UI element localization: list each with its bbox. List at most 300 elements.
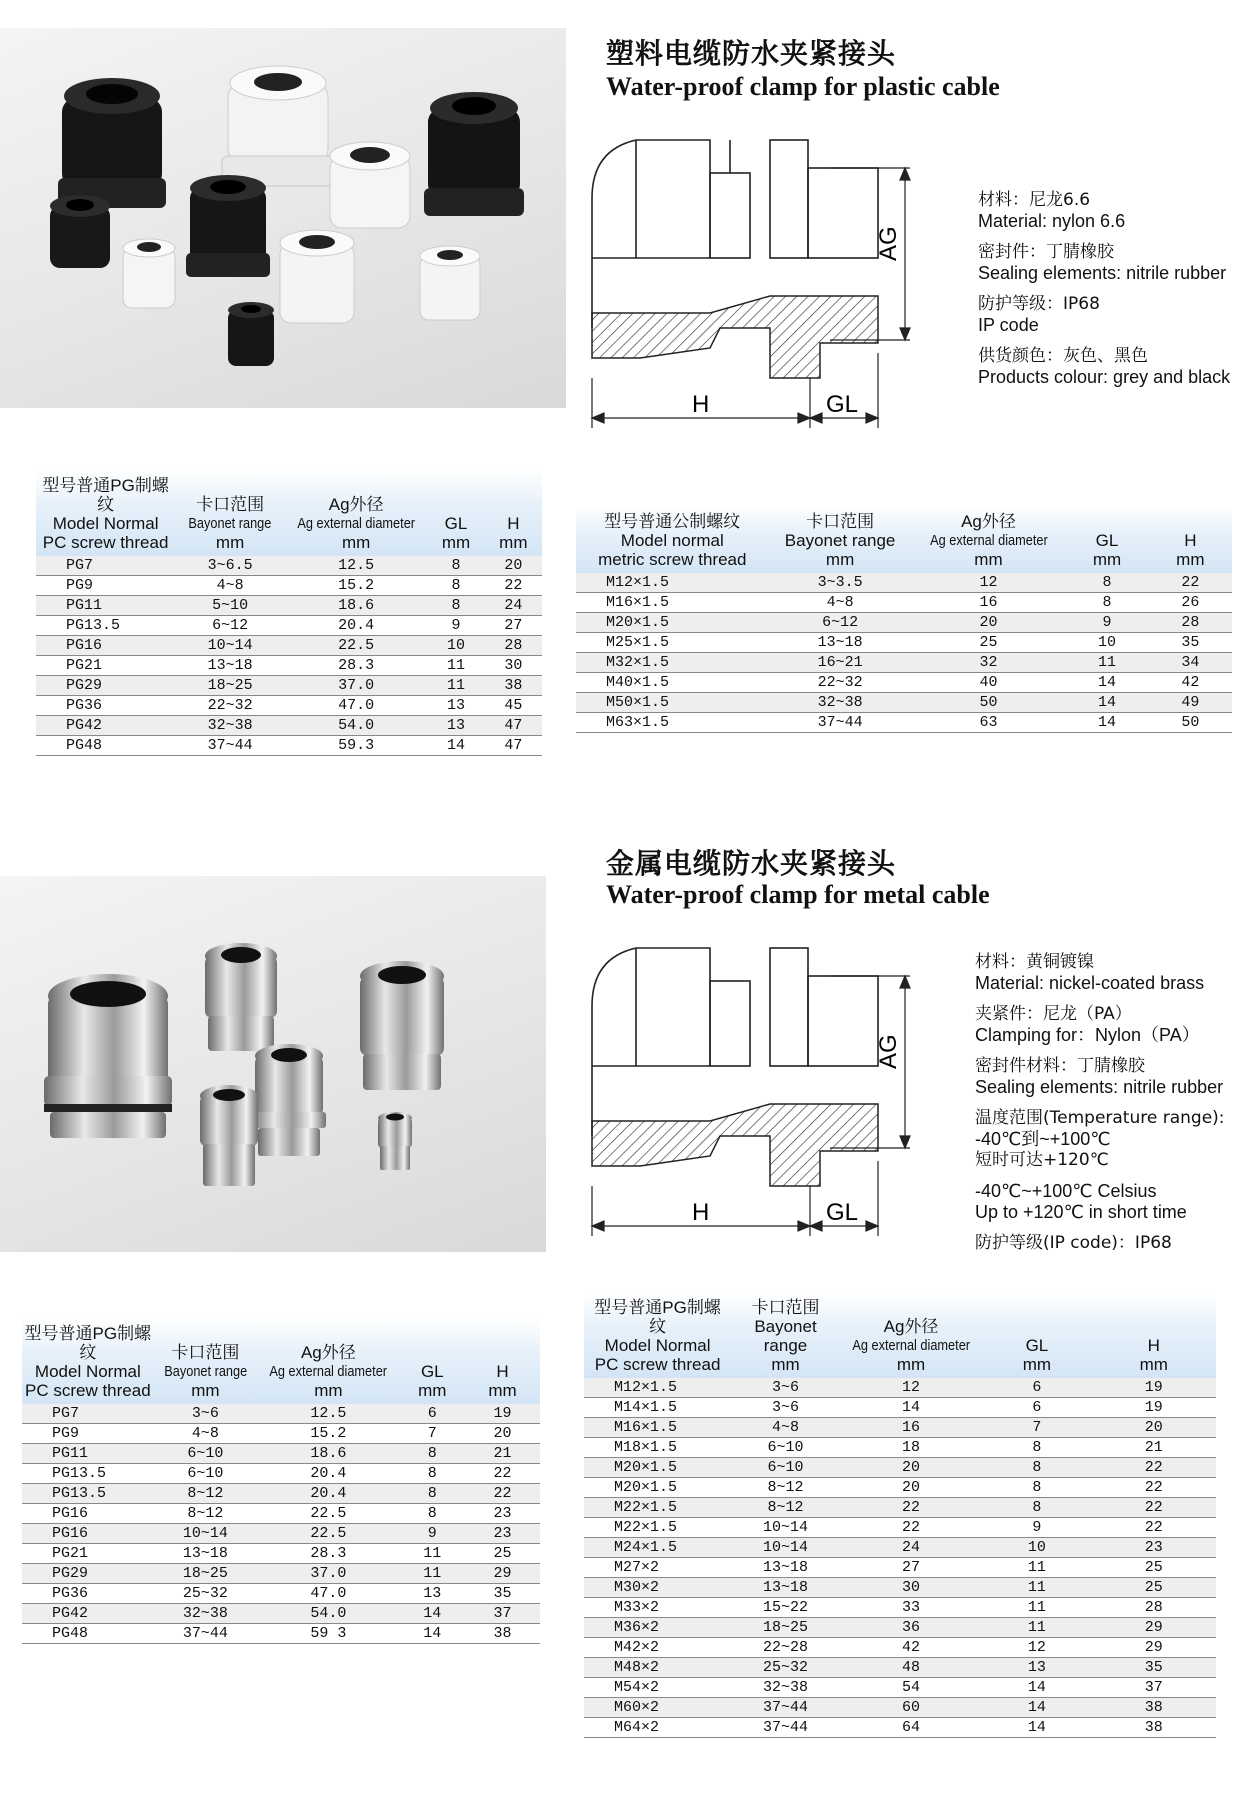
table-row — [584, 1378, 1216, 1398]
table-row — [22, 1524, 540, 1544]
table-cell: 16 — [912, 593, 1066, 613]
table-row — [584, 1538, 1216, 1558]
hdr-model-cn: 型号普通PG制螺纹 — [594, 1298, 721, 1336]
table-cell: 14 — [1065, 693, 1148, 713]
table-cell: 13~18 — [154, 1544, 258, 1564]
table-cell: 27 — [840, 1558, 982, 1578]
metal-gland-small-1 — [200, 1085, 258, 1186]
table-cell: 21 — [1092, 1438, 1216, 1458]
table-cell: 63 — [912, 713, 1066, 733]
table-cell: 24 — [485, 596, 542, 616]
table-cell: M32×1.5 — [576, 653, 769, 673]
table-row — [576, 573, 1232, 593]
table-cell: 37 — [465, 1604, 540, 1624]
table-cell: 25 — [912, 633, 1066, 653]
table-row — [584, 1598, 1216, 1618]
hdr-ag-cn: Ag外径 — [961, 512, 1016, 531]
hdr-gl-unit: mm — [1092, 550, 1122, 569]
table-cell: PG36 — [22, 1584, 154, 1604]
table-cell: 59 3 — [257, 1624, 399, 1644]
table-cell: 6 — [400, 1404, 465, 1424]
table-cell: 11 — [982, 1598, 1091, 1618]
table-cell: 6 — [982, 1378, 1091, 1398]
table-cell: PG13.5 — [36, 616, 175, 636]
metal-title-cn: 金属电缆防水夹紧接头 — [606, 847, 897, 880]
table-cell: 14 — [1065, 713, 1148, 733]
table-cell: 22 — [485, 576, 542, 596]
table-cell: 47.0 — [285, 696, 427, 716]
table-cell: 22.5 — [257, 1504, 399, 1524]
table-cell: 9 — [982, 1518, 1091, 1538]
table-cell: 12.5 — [257, 1404, 399, 1424]
table-cell: 32~38 — [175, 716, 285, 736]
table-cell: 6 — [982, 1398, 1091, 1418]
table-cell: 33 — [840, 1598, 982, 1618]
spec-temp-cn: 温度范围(Temperature range): — [975, 1108, 1225, 1128]
table-cell: 23 — [465, 1524, 540, 1544]
table-cell: 47.0 — [257, 1584, 399, 1604]
table-row — [576, 613, 1232, 633]
table-cell: 8 — [982, 1478, 1091, 1498]
table-cell: 22~28 — [731, 1638, 840, 1658]
table-cell: 37.0 — [257, 1564, 399, 1584]
table-row — [36, 556, 542, 576]
hdr-model-en2: PC screw thread — [594, 1355, 721, 1374]
hdr-bayonet-unit: mm — [215, 533, 245, 552]
h-dimension-label: H — [692, 391, 710, 418]
ag-dimension-label: AG — [875, 1034, 902, 1069]
table-cell: 12 — [982, 1638, 1091, 1658]
plastic-cross-section-diagram — [580, 128, 960, 438]
table-row — [584, 1618, 1216, 1638]
table-cell: 22.5 — [257, 1524, 399, 1544]
table-cell: 22 — [1092, 1498, 1216, 1518]
table-cell: 38 — [1092, 1698, 1216, 1718]
table-cell: 19 — [1092, 1378, 1216, 1398]
table-cell: 28 — [1149, 613, 1232, 633]
table-cell: 11 — [982, 1558, 1091, 1578]
table-cell: 24 — [840, 1538, 982, 1558]
gl-dimension-label: GL — [826, 1199, 859, 1226]
table-cell: 35 — [1092, 1658, 1216, 1678]
hdr-ag-en: Ag external diameter — [929, 532, 1048, 549]
table-cell: 12 — [840, 1378, 982, 1398]
table-cell: 22 — [1092, 1518, 1216, 1538]
spec-clamp-cn: 夹紧件：尼龙（PA） — [975, 1004, 1132, 1024]
table-cell: 8~12 — [154, 1504, 258, 1524]
table-row — [576, 653, 1232, 673]
table-cell: 20 — [485, 556, 542, 576]
table-row — [22, 1484, 540, 1504]
hdr-ag-unit: mm — [974, 550, 1003, 569]
table-cell: M14×1.5 — [584, 1398, 731, 1418]
table-cell: 45 — [485, 696, 542, 716]
table-row — [584, 1698, 1216, 1718]
table-row — [584, 1478, 1216, 1498]
table-cell: 13~18 — [175, 656, 285, 676]
table-cell: 14 — [840, 1398, 982, 1418]
table-cell: 13 — [427, 716, 484, 736]
table-cell: 25~32 — [731, 1658, 840, 1678]
table-cell: M30×2 — [584, 1578, 731, 1598]
table-cell: 8 — [982, 1458, 1091, 1478]
table-row — [22, 1404, 540, 1424]
table-cell: 8~12 — [731, 1498, 840, 1518]
table-cell: 8~12 — [731, 1478, 840, 1498]
table-row — [584, 1418, 1216, 1438]
table-cell: 7 — [982, 1418, 1091, 1438]
hdr-ag-cn: Ag外径 — [883, 1317, 939, 1336]
gl-dimension-label: GL — [826, 391, 859, 418]
table-cell: 3~6.5 — [175, 556, 285, 576]
table-cell: 23 — [1092, 1538, 1216, 1558]
table-cell: 8 — [982, 1438, 1091, 1458]
hdr-ag-unit: mm — [342, 533, 371, 552]
table-cell: M24×1.5 — [584, 1538, 731, 1558]
table-row — [22, 1464, 540, 1484]
table-cell: PG48 — [36, 736, 175, 756]
table-cell: 13~18 — [731, 1578, 840, 1598]
table-cell: 15.2 — [285, 576, 427, 596]
table-cell: 6~10 — [731, 1458, 840, 1478]
table-row — [584, 1638, 1216, 1658]
table-cell: 37~44 — [769, 713, 912, 733]
hdr-model-cn: 型号普通公制螺纹 — [604, 512, 741, 531]
metal-gland-medium-1 — [205, 943, 277, 1051]
table-cell: 20 — [840, 1478, 982, 1498]
table-cell: PG13.5 — [22, 1484, 154, 1504]
table-cell: 42 — [1149, 673, 1232, 693]
table-cell: M18×1.5 — [584, 1438, 731, 1458]
table-cell: 32 — [912, 653, 1066, 673]
table-cell: 20.4 — [257, 1464, 399, 1484]
hdr-h-unit: mm — [1176, 550, 1205, 569]
spec-material-en: Material: nylon 6.6 — [978, 211, 1126, 231]
table-cell: M20×1.5 — [576, 613, 769, 633]
table-cell: 30 — [840, 1578, 982, 1598]
table-cell: M27×2 — [584, 1558, 731, 1578]
hdr-bayonet-unit: mm — [771, 1355, 800, 1374]
hdr-model-en1: Model normal — [620, 531, 724, 550]
table-cell: PG21 — [22, 1544, 154, 1564]
table-cell: M64×2 — [584, 1718, 731, 1738]
h-dimension-label: H — [692, 1199, 710, 1226]
table-cell: 35 — [465, 1584, 540, 1604]
table-row — [22, 1624, 540, 1644]
table-cell: 12 — [912, 573, 1066, 593]
table-row — [22, 1564, 540, 1584]
hdr-model-en1: Model Normal — [52, 514, 159, 533]
table-cell: 15.2 — [257, 1424, 399, 1444]
table-cell: 11 — [1065, 653, 1148, 673]
table-cell: 4~8 — [731, 1418, 840, 1438]
black-gland-small — [50, 195, 110, 268]
table-cell: 37~44 — [731, 1698, 840, 1718]
table-cell: 54.0 — [285, 716, 427, 736]
table-cell: 29 — [1092, 1618, 1216, 1638]
table-cell: 25 — [1092, 1558, 1216, 1578]
table-cell: 14 — [982, 1678, 1091, 1698]
table-cell: M54×2 — [584, 1678, 731, 1698]
table-cell: 25 — [1092, 1578, 1216, 1598]
hdr-model-en2: PC screw thread — [25, 1381, 151, 1400]
hdr-gl-unit: mm — [418, 1381, 447, 1400]
table-cell: 20.4 — [285, 616, 427, 636]
table-cell: 22 — [840, 1518, 982, 1538]
metal-gland-photo — [0, 876, 546, 1252]
table-cell: PG13.5 — [22, 1464, 154, 1484]
table-cell: M25×1.5 — [576, 633, 769, 653]
metal-gland-medium-2 — [360, 961, 444, 1090]
table-cell: 8 — [400, 1464, 465, 1484]
table-cell: 6~10 — [731, 1438, 840, 1458]
white-gland-small — [123, 239, 175, 308]
metal-gland-medium-3 — [252, 1044, 326, 1156]
table-cell: 8 — [1065, 593, 1148, 613]
table-cell: M48×2 — [584, 1658, 731, 1678]
spec-ip-cn: 防护等级(IP code)：IP68 — [975, 1233, 1172, 1253]
hdr-bayonet-cn: 卡口范围 — [751, 1298, 820, 1317]
table-cell: 34 — [1149, 653, 1232, 673]
table-cell: 23 — [465, 1504, 540, 1524]
table-cell: PG29 — [22, 1564, 154, 1584]
table-row — [36, 736, 542, 756]
table-cell: 14 — [427, 736, 484, 756]
table-cell: 26 — [1149, 593, 1232, 613]
hdr-bayonet-en: Bayonet range — [163, 1363, 247, 1380]
hdr-gl: GL — [1095, 531, 1119, 550]
plastic-title-en: Water-proof clamp for plastic cable — [606, 72, 1000, 101]
table-cell: 14 — [1065, 673, 1148, 693]
metal-spec-list — [975, 952, 1243, 1254]
table-cell: 8~12 — [154, 1484, 258, 1504]
table-row — [576, 633, 1232, 653]
table-cell: 27 — [485, 616, 542, 636]
hdr-bayonet-cn: 卡口范围 — [171, 1343, 240, 1362]
table-row — [584, 1658, 1216, 1678]
table-row — [584, 1518, 1216, 1538]
table-cell: 8 — [400, 1504, 465, 1524]
table-row — [36, 596, 542, 616]
table-row — [576, 673, 1232, 693]
table-cell: 37 — [1092, 1678, 1216, 1698]
table-cell: 4~8 — [154, 1424, 258, 1444]
table-cell: 35 — [1149, 633, 1232, 653]
table-row — [36, 656, 542, 676]
hdr-model-cn: 型号普通PG制螺纹 — [24, 1324, 152, 1362]
table-cell: PG9 — [22, 1424, 154, 1444]
table-cell: 22 — [840, 1498, 982, 1518]
metal-title-en: Water-proof clamp for metal cable — [606, 880, 990, 909]
table-row — [22, 1444, 540, 1464]
table-row — [22, 1544, 540, 1564]
table-cell: 50 — [912, 693, 1066, 713]
hdr-bayonet-en: Bayonet range — [754, 1317, 817, 1355]
metal-pg-table — [22, 1318, 540, 1644]
hdr-ag-unit: mm — [314, 1381, 343, 1400]
table-cell: 11 — [982, 1578, 1091, 1598]
table-cell: 18~25 — [154, 1564, 258, 1584]
spec-material-cn: 材料：尼龙6.6 — [978, 190, 1091, 210]
table-cell: M50×1.5 — [576, 693, 769, 713]
table-row — [36, 576, 542, 596]
table-cell: 10~14 — [731, 1538, 840, 1558]
table-cell: 22 — [465, 1464, 540, 1484]
hdr-bayonet-en: Bayonet range — [188, 515, 272, 532]
table-cell: M22×1.5 — [584, 1498, 731, 1518]
table-cell: 13 — [982, 1658, 1091, 1678]
table-cell: PG11 — [22, 1444, 154, 1464]
metal-gland-large — [44, 974, 172, 1138]
table-cell: 25 — [465, 1544, 540, 1564]
hdr-bayonet-cn: 卡口范围 — [806, 512, 875, 531]
table-cell: 28 — [1092, 1598, 1216, 1618]
table-cell: 22 — [465, 1484, 540, 1504]
hdr-h-unit: mm — [499, 533, 528, 552]
table-cell: 22.5 — [285, 636, 427, 656]
table-cell: 6~10 — [154, 1464, 258, 1484]
table-row — [22, 1604, 540, 1624]
table-cell: 11 — [982, 1618, 1091, 1638]
table-cell: 9 — [1065, 613, 1148, 633]
table-cell: 18.6 — [257, 1444, 399, 1464]
table-cell: 3~6 — [154, 1404, 258, 1424]
table-cell: 32~38 — [731, 1678, 840, 1698]
table-cell: 54 — [840, 1678, 982, 1698]
table-cell: 19 — [1092, 1398, 1216, 1418]
spec-temp-short-en: Up to +120℃ in short time — [975, 1202, 1187, 1222]
metal-metric-table — [584, 1292, 1216, 1738]
table-row — [36, 676, 542, 696]
table-cell: 37~44 — [154, 1624, 258, 1644]
table-cell: 30 — [485, 656, 542, 676]
table-cell: 28 — [485, 636, 542, 656]
table-cell: 42 — [840, 1638, 982, 1658]
table-row — [576, 693, 1232, 713]
table-cell: M33×2 — [584, 1598, 731, 1618]
hdr-gl: GL — [444, 514, 468, 533]
table-cell: 14 — [982, 1718, 1091, 1738]
plastic-gland-photo — [0, 28, 566, 408]
spec-clamp-en: Clamping for：Nylon（PA） — [975, 1025, 1200, 1045]
table-cell: 18~25 — [175, 676, 285, 696]
hdr-gl: GL — [420, 1362, 444, 1381]
spec-temp-short: 短时可达+120℃ — [975, 1150, 1109, 1170]
table-cell: 22 — [1092, 1478, 1216, 1498]
plastic-metric-table — [576, 506, 1232, 733]
table-row — [22, 1584, 540, 1604]
table-row — [584, 1498, 1216, 1518]
hdr-bayonet-cn: 卡口范围 — [196, 495, 265, 514]
hdr-gl-unit: mm — [441, 533, 471, 552]
table-cell: M22×1.5 — [584, 1518, 731, 1538]
table-cell: PG16 — [36, 636, 175, 656]
table-cell: PG11 — [36, 596, 175, 616]
table-cell: M12×1.5 — [576, 573, 769, 593]
hdr-ag-cn: Ag外径 — [328, 495, 384, 514]
spec-ip-en: IP code — [978, 315, 1039, 335]
white-gland-small-right — [420, 246, 480, 320]
table-cell: 9 — [427, 616, 484, 636]
table-cell: 3~3.5 — [769, 573, 912, 593]
table-cell: 20 — [1092, 1418, 1216, 1438]
table-row — [584, 1558, 1216, 1578]
table-cell: 37.0 — [285, 676, 427, 696]
hdr-ag-en: Ag external diameter — [297, 515, 415, 532]
table-cell: M16×1.5 — [584, 1418, 731, 1438]
hdr-bayonet-unit: mm — [825, 550, 855, 569]
hdr-h-unit: mm — [1139, 1355, 1168, 1374]
black-gland-large — [58, 78, 166, 208]
table-cell: 6~12 — [175, 616, 285, 636]
hdr-gl: GL — [1025, 1336, 1049, 1355]
table-cell: 14 — [400, 1624, 465, 1644]
table-row — [584, 1438, 1216, 1458]
table-row — [584, 1678, 1216, 1698]
hdr-h: H — [1184, 531, 1197, 550]
table-cell: PG21 — [36, 656, 175, 676]
table-cell: 10 — [1065, 633, 1148, 653]
table-cell: 47 — [485, 736, 542, 756]
table-cell: M12×1.5 — [584, 1378, 731, 1398]
white-gland-medium — [330, 142, 410, 228]
table-cell: 20 — [840, 1458, 982, 1478]
table-cell: 13 — [400, 1584, 465, 1604]
black-gland-right — [424, 92, 524, 216]
table-cell: M16×1.5 — [576, 593, 769, 613]
table-cell: 13 — [427, 696, 484, 716]
table-cell: 20 — [912, 613, 1066, 633]
table-cell: PG42 — [36, 716, 175, 736]
table-cell: 21 — [465, 1444, 540, 1464]
black-gland-medium — [186, 175, 270, 277]
table-cell: 28.3 — [285, 656, 427, 676]
table-cell: PG36 — [36, 696, 175, 716]
table-cell: 40 — [912, 673, 1066, 693]
table-cell: 19 — [465, 1404, 540, 1424]
table-cell: 8 — [400, 1444, 465, 1464]
table-cell: 49 — [1149, 693, 1232, 713]
spec-colour-cn: 供货颜色：灰色、黑色 — [978, 346, 1148, 366]
hdr-h: H — [1147, 1336, 1160, 1355]
table-cell: 11 — [427, 676, 484, 696]
table-cell: M36×2 — [584, 1618, 731, 1638]
metal-gland-tiny — [378, 1112, 412, 1170]
table-cell: 10~14 — [175, 636, 285, 656]
table-cell: 5~10 — [175, 596, 285, 616]
hdr-ag-cn: Ag外径 — [300, 1343, 356, 1362]
spec-temp-celsius: -40℃~+100℃ Celsius — [975, 1181, 1157, 1201]
table-cell: 6~10 — [154, 1444, 258, 1464]
table-cell: 18~25 — [731, 1618, 840, 1638]
table-cell: 22~32 — [769, 673, 912, 693]
table-cell: 22 — [1092, 1458, 1216, 1478]
table-cell: 36 — [840, 1618, 982, 1638]
white-gland-lower — [280, 230, 354, 323]
table-cell: 37~44 — [731, 1718, 840, 1738]
table-cell: 8 — [427, 596, 484, 616]
hdr-model-en1: Model Normal — [34, 1362, 141, 1381]
table-cell: 38 — [1092, 1718, 1216, 1738]
table-cell: PG16 — [22, 1524, 154, 1544]
table-cell: 64 — [840, 1718, 982, 1738]
hdr-model-en1: Model Normal — [604, 1336, 711, 1355]
table-cell: M60×2 — [584, 1698, 731, 1718]
spec-seal-en: Sealing elements: nitrile rubber — [978, 263, 1227, 283]
table-cell: 15~22 — [731, 1598, 840, 1618]
table-cell: 20 — [465, 1424, 540, 1444]
spec-seal-cn: 密封件：丁腈橡胶 — [978, 242, 1114, 262]
